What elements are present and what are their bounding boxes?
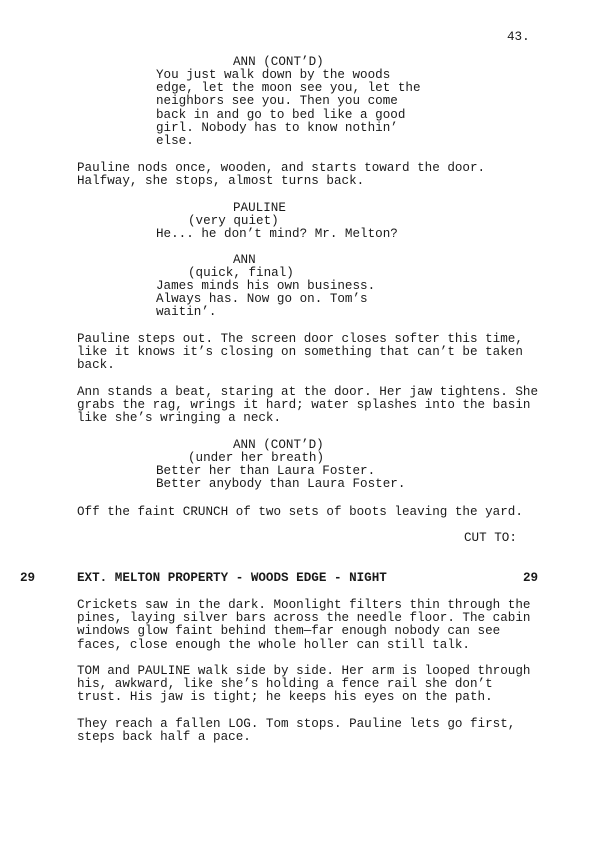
character-name: ANN (CONT’D) <box>233 438 324 452</box>
parenthetical: (under her breath) <box>188 451 325 465</box>
action-line: Off the faint CRUNCH of two sets of boots leaving the yard. <box>77 505 523 519</box>
character-name: ANN (CONT’D) <box>233 55 324 69</box>
action-line: Pauline nods once, wooden, and starts toward the door. Halfway, she stops, almost turns back. <box>77 161 486 189</box>
transition: CUT TO: <box>464 531 517 545</box>
action-line: Crickets saw in the dark. Moonlight filters thin through the pines, laying silver bars across the needle floor. The cabin windows glow faint behind them—far enough nobody can see faces, close enough the whole holler can still talk. <box>77 598 531 652</box>
action-line: TOM and PAULINE walk side by side. Her arm is looped through his, awkward, like she’s holding a fence rail she don’t trust. His jaw is tight; he keeps his eyes on the path. <box>77 664 531 705</box>
scene-heading: EXT. MELTON PROPERTY - WOODS EDGE - NIGHT <box>77 571 387 585</box>
action-line: They reach a fallen LOG. Tom stops. Pauline lets go first, steps back half a pace. <box>77 717 516 745</box>
dialogue: You just walk down by the woods edge, let the moon see you, let the neighbors see you. Then you come back in and go to bed like a good girl. Nobody has to know nothin’ else. <box>156 68 421 149</box>
dialogue: He... he don’t mind? Mr. Melton? <box>156 227 398 241</box>
action-line: Ann stands a beat, staring at the door. Her jaw tightens. She grabs the rag, wrings it hard; water splashes into the basin like she’s wringing a neck. <box>77 385 539 426</box>
parenthetical: (very quiet) <box>188 214 279 228</box>
page-number: 43. <box>507 30 530 44</box>
action-line: Pauline steps out. The screen door closes softer this time, like it knows it’s closing on something that can’t be taken back. <box>77 332 523 373</box>
character-name: PAULINE <box>233 201 286 215</box>
scene-number-right: 29 <box>523 571 539 585</box>
parenthetical: (quick, final) <box>188 266 294 280</box>
scene-number-left: 29 <box>20 571 36 585</box>
dialogue: Better her than Laura Foster. Better anybody than Laura Foster. <box>156 464 406 492</box>
character-name: ANN <box>233 253 256 267</box>
dialogue: James minds his own business. Always has. Now go on. Tom’s waitin’. <box>156 279 376 320</box>
